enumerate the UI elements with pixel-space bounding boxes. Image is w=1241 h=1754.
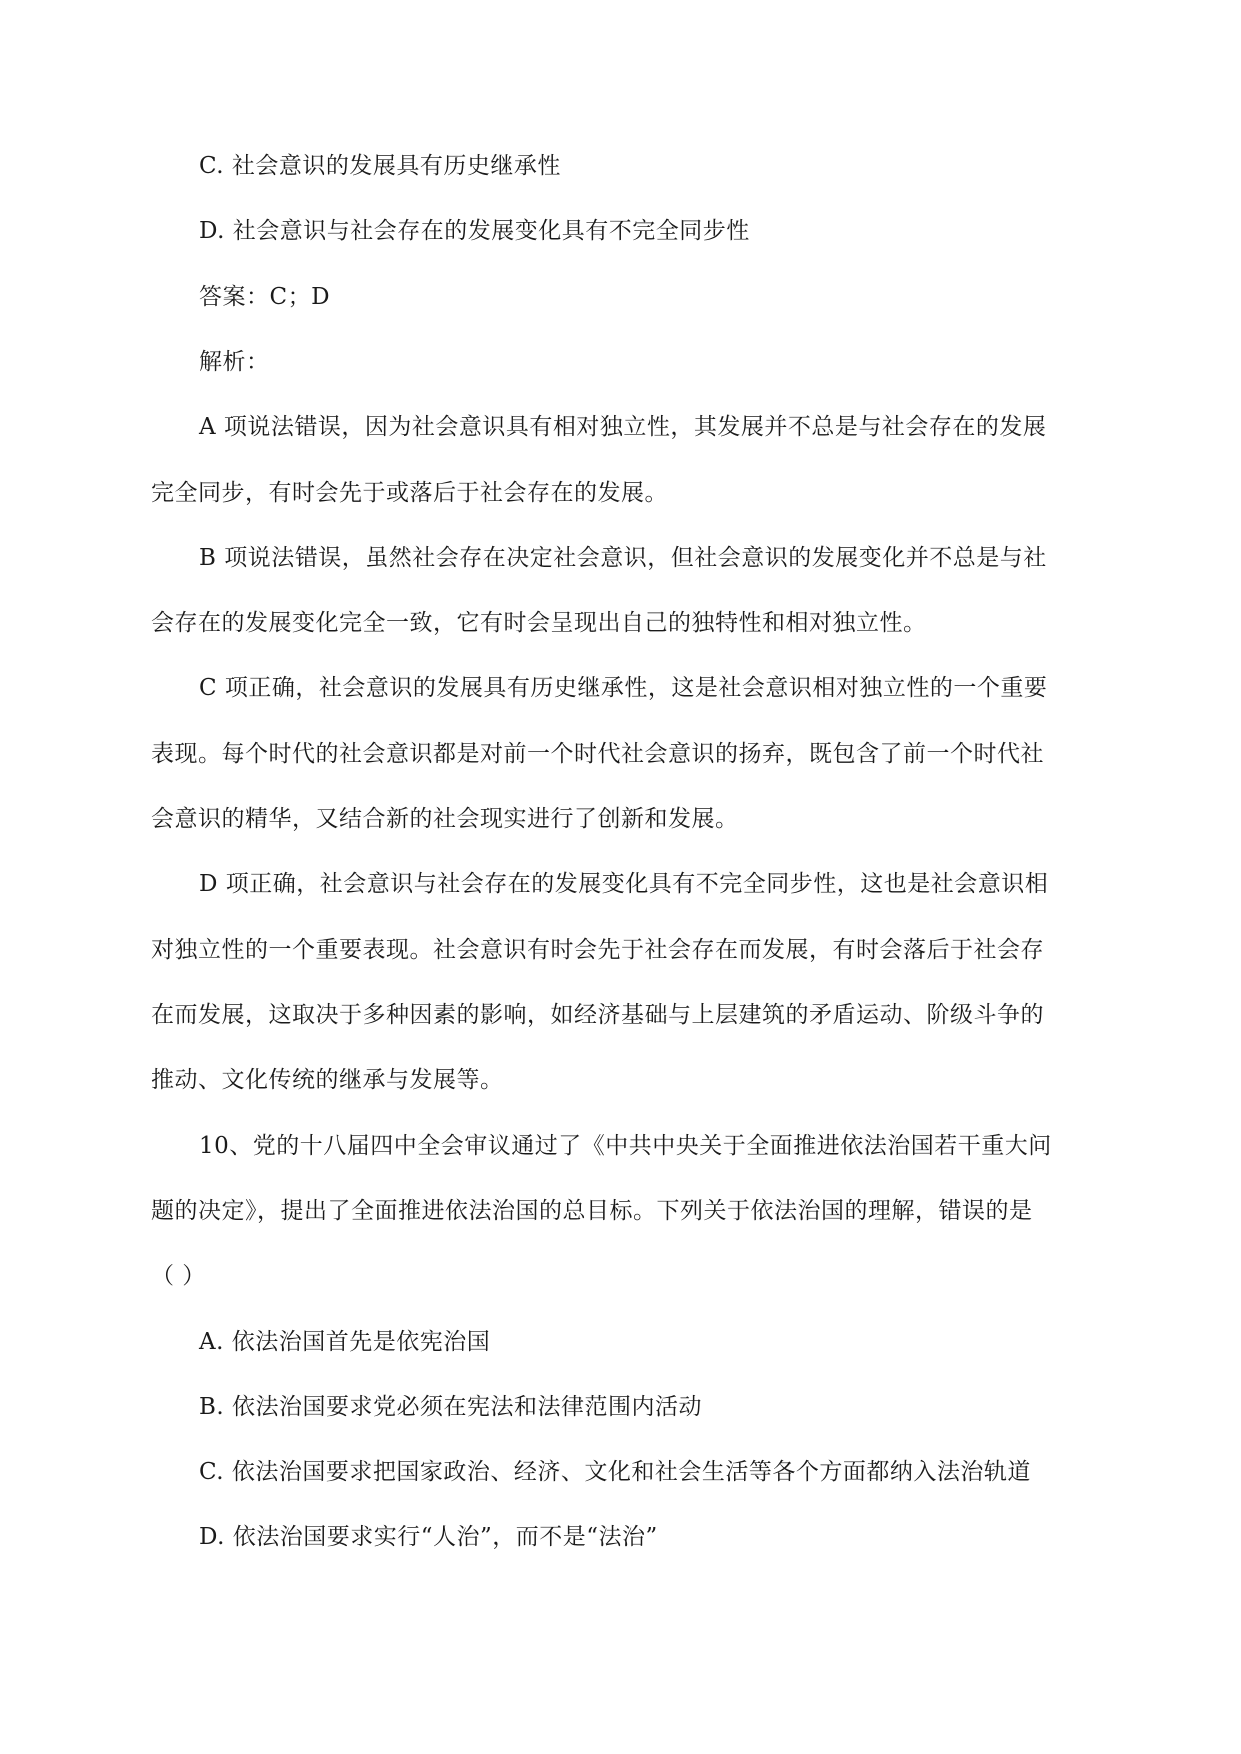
- q10-option-a: A. 依法治国首先是依宪治国: [199, 1329, 491, 1355]
- q9-analysis-d-line-1: D 项正确，社会意识与社会存在的发展变化具有不完全同步性，这也是社会意识相: [199, 871, 1049, 897]
- q10-option-b: B. 依法治国要求党必须在宪法和法律范围内活动: [199, 1394, 703, 1420]
- q10-option-c: C. 依法治国要求把国家政治、经济、文化和社会生活等各个方面都纳入法治轨道: [199, 1459, 1031, 1485]
- q10-stem-line-2: 题的决定》，提出了全面推进依法治国的总目标。下列关于依法治国的理解，错误的是: [151, 1198, 1033, 1224]
- q10-stem-line-3: （ ）: [151, 1263, 206, 1289]
- q9-analysis-c-line-3: 会意识的精华，又结合新的社会现实进行了创新和发展。: [151, 806, 739, 832]
- q9-answer: 答案：C；D: [199, 284, 331, 310]
- q9-analysis-a-line-1: A 项说法错误，因为社会意识具有相对独立性，其发展并不总是与社会存在的发展: [199, 414, 1047, 440]
- q9-option-d: D. 社会意识与社会存在的发展变化具有不完全同步性: [199, 218, 750, 244]
- q9-analysis-d-line-3: 在而发展，这取决于多种因素的影响，如经济基础与上层建筑的矛盾运动、阶级斗争的: [151, 1002, 1044, 1028]
- q9-analysis-b-line-1: B 项说法错误，虽然社会存在决定社会意识，但社会意识的发展变化并不总是与社: [199, 545, 1047, 571]
- q9-analysis-b-line-2: 会存在的发展变化完全一致，它有时会呈现出自己的独特性和相对独立性。: [151, 610, 927, 636]
- q9-option-c: C. 社会意识的发展具有历史继承性: [199, 153, 561, 179]
- q9-analysis-d-line-2: 对独立性的一个重要表现。社会意识有时会先于社会存在而发展，有时会落后于社会存: [151, 937, 1044, 963]
- q9-analysis-a-line-2: 完全同步，有时会先于或落后于社会存在的发展。: [151, 480, 668, 506]
- q9-analysis-c-line-2: 表现。每个时代的社会意识都是对前一个时代社会意识的扬弃，既包含了前一个时代社: [151, 741, 1044, 767]
- q9-analysis-d-line-4: 推动、文化传统的继承与发展等。: [151, 1067, 504, 1093]
- q10-option-d: D. 依法治国要求实行“人治”，而不是“法治”: [199, 1524, 658, 1550]
- q9-analysis-c-line-1: C 项正确，社会意识的发展具有历史继承性，这是社会意识相对独立性的一个重要: [199, 675, 1048, 701]
- q9-analysis-label: 解析：: [199, 349, 270, 375]
- q10-stem-line-1: 10、党的十八届四中全会审议通过了《中共中央关于全面推进依法治国若干重大问: [199, 1133, 1052, 1159]
